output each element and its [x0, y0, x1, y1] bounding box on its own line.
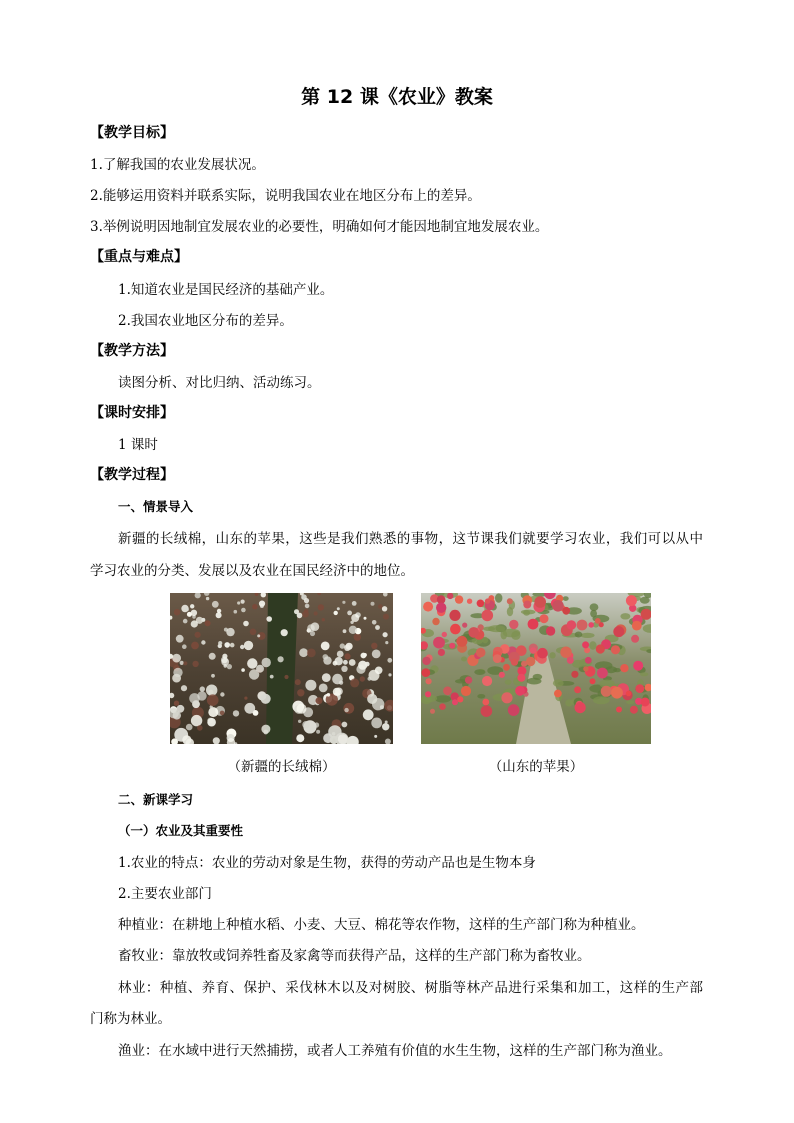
objective-item-1: 1.了解我国的农业发展状况。: [90, 157, 265, 173]
point-main-sectors: 2.主要农业部门: [118, 886, 212, 902]
intro-paragraph-line2: 学习农业的分类、发展以及农业在国民经济中的地位。: [90, 563, 414, 579]
objectives-heading: 【教学目标】: [90, 125, 174, 141]
sector-forestry-line2: 门称为林业。: [90, 1011, 171, 1027]
subsection-1-heading: （一）农业及其重要性: [118, 823, 244, 838]
cotton-photo-caption: （新疆的长绒棉）: [227, 759, 336, 775]
methods-text: 读图分析、对比归纳、活动练习。: [118, 375, 321, 391]
objective-item-3: 3.举例说明因地制宜发展农业的必要性，明确如何才能因地制宜地发展农业。: [90, 219, 549, 235]
key-points-heading: 【重点与难点】: [90, 249, 188, 265]
sector-forestry-line1: 林业：种植、养育、保护、采伐林木以及对树胶、树脂等林产品进行采集和加工，这样的生产部: [118, 980, 703, 996]
sector-planting: 种植业：在耕地上种植水稻、小麦、大豆、棉花等农作物，这样的生产部门称为种植业。: [118, 917, 645, 933]
part1-heading: 一、情景导入: [118, 499, 194, 514]
process-heading: 【教学过程】: [90, 467, 174, 483]
point-agriculture-features: 1.农业的特点：农业的劳动对象是生物，获得的劳动产品也是生物本身: [118, 855, 536, 871]
key-point-item-1: 1.知道农业是国民经济的基础产业。: [118, 282, 334, 298]
key-point-item-2: 2.我国农业地区分布的差异。: [118, 313, 293, 329]
objective-item-2: 2.能够运用资料并联系实际，说明我国农业在地区分布上的差异。: [90, 188, 481, 204]
part2-heading: 二、新课学习: [118, 792, 194, 807]
schedule-text: 1 课时: [118, 437, 158, 453]
sector-husbandry: 畜牧业：靠放牧或饲养牲畜及家禽等而获得产品，这样的生产部门称为畜牧业。: [118, 948, 591, 964]
sector-fishery: 渔业：在水域中进行天然捕捞，或者人工养殖有价值的水生生物，这样的生产部门称为渔业。: [118, 1043, 672, 1059]
cotton-field-photo: [170, 593, 393, 744]
apple-photo-caption: （山东的苹果）: [488, 759, 584, 775]
schedule-heading: 【课时安排】: [90, 405, 174, 421]
document-title: 第 12 课《农业》教案: [301, 86, 493, 108]
intro-paragraph-line1: 新疆的长绒棉，山东的苹果，这些是我们熟悉的事物，这节课我们就要学习农业，我们可以从中: [118, 531, 703, 547]
methods-heading: 【教学方法】: [90, 343, 174, 359]
apple-orchard-photo: [421, 593, 651, 744]
